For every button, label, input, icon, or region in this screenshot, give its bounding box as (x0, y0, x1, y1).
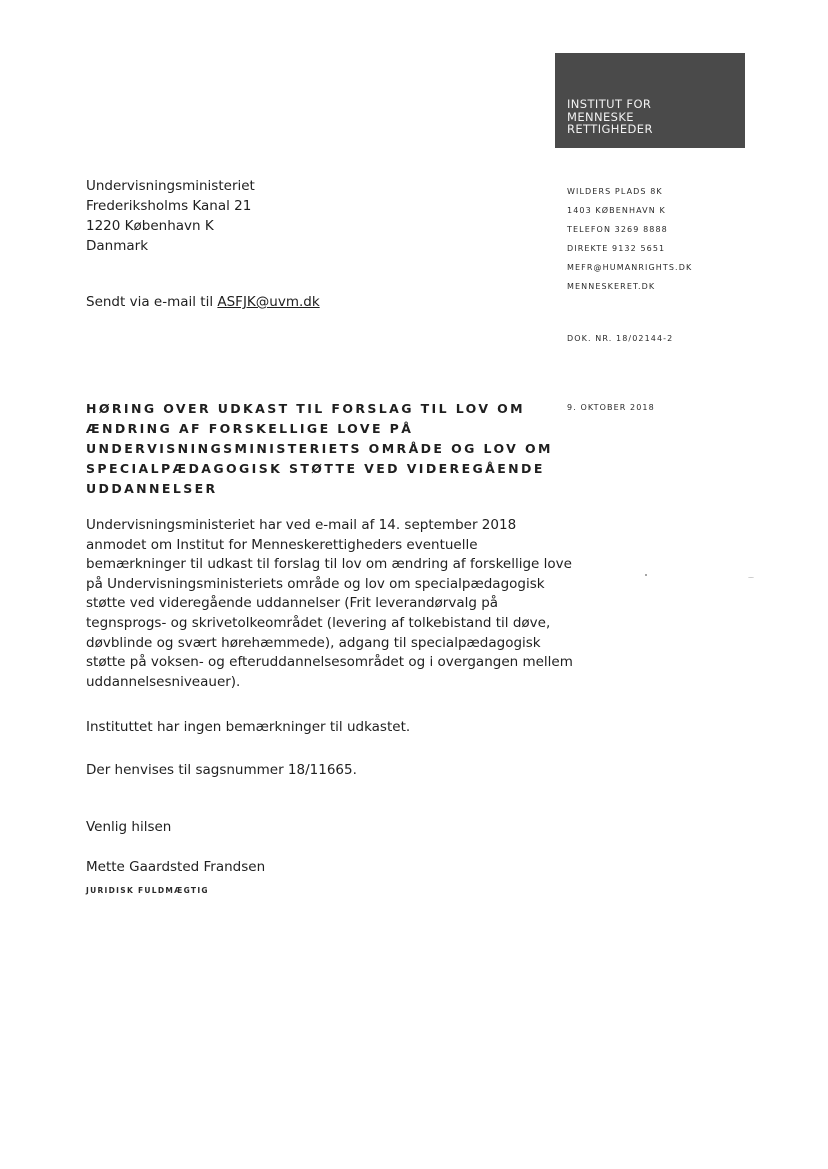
body-paragraph-1 (86, 516, 573, 692)
heading-line: UNDERVISNINGSMINISTERIETS OMRÅDE OG LOV OM (86, 441, 553, 456)
logo-line: INSTITUT FOR (567, 97, 652, 111)
scan-speck (748, 577, 754, 578)
recipient-address (86, 176, 255, 256)
body-paragraph-2: Instituttet har ingen bemærkninger til udkastet. (86, 719, 411, 735)
sent-via-prefix: Sendt via e-mail til (86, 294, 218, 310)
sender-line: WILDERS PLADS 8K (567, 187, 663, 196)
body-line: bemærkninger til udkast til forslag til lov om ændring af forskellige love (86, 556, 572, 573)
scan-speck (645, 574, 647, 576)
recipient-line: Frederiksholms Kanal 21 (86, 198, 252, 214)
recipient-line: 1220 København K (86, 218, 214, 234)
body-line: Undervisningsministeriet har ved e-mail af 14. september 2018 (86, 517, 517, 533)
sender-line: DIREKTE 9132 5651 (567, 244, 666, 253)
letter-date: 9. OKTOBER 2018 (567, 403, 655, 412)
sender-line: MEFR@HUMANRIGHTS.DK (567, 263, 693, 272)
document-number: DOK. NR. 18/02144-2 (567, 334, 674, 343)
recipient-line: Undervisningsministeriet (86, 178, 255, 194)
body-line: anmodet om Institut for Menneskerettigheders eventuelle (86, 536, 478, 553)
heading-line: HØRING OVER UDKAST TIL FORSLAG TIL LOV OM (86, 401, 526, 416)
institute-logo (555, 53, 745, 148)
sender-address (567, 182, 692, 296)
logo-line: MENNESKE (567, 109, 634, 124)
letter-heading (86, 399, 556, 499)
sender-line: 1403 KØBENHAVN K (567, 206, 666, 215)
body-line: på Undervisningsministeriets område og lov om specialpædagogisk (86, 575, 545, 592)
logo-line: RETTIGHEDER (567, 122, 653, 136)
heading-line: UDDANNELSER (86, 481, 218, 496)
logo-text (567, 98, 653, 136)
body-line: støtte på voksen- og efteruddannelsesområdet og i overgangen mellem (86, 654, 573, 671)
recipient-line: Danmark (86, 238, 149, 254)
sent-via-line (86, 294, 320, 310)
heading-line: ÆNDRING AF FORSKELLIGE LOVE PÅ (86, 421, 414, 436)
signatory-title: JURIDISK FULDMÆGTIG (86, 886, 209, 895)
closing-greeting: Venlig hilsen (86, 819, 172, 835)
sender-line: TELEFON 3269 8888 (567, 225, 668, 234)
sender-line: MENNESKERET.DK (567, 282, 656, 291)
body-line: døvblinde og svært hørehæmmede), adgang til specialpædagogisk (86, 634, 541, 651)
body-paragraph-3: Der henvises til sagsnummer 18/11665. (86, 762, 357, 778)
body-line: tegnsprogs- og skrivetolkeområdet (levering af tolkebistand til døve, (86, 614, 551, 631)
email-link[interactable]: ASFJK@uvm.dk (217, 294, 320, 310)
signatory-name: Mette Gaardsted Frandsen (86, 859, 266, 875)
body-line: støtte ved videregående uddannelser (Frit leverandørvalg på (86, 595, 499, 612)
body-line: uddannelsesniveauer). (86, 673, 241, 690)
heading-line: SPECIALPÆDAGOGISK STØTTE VED VIDEREGÅENDE (86, 461, 545, 476)
